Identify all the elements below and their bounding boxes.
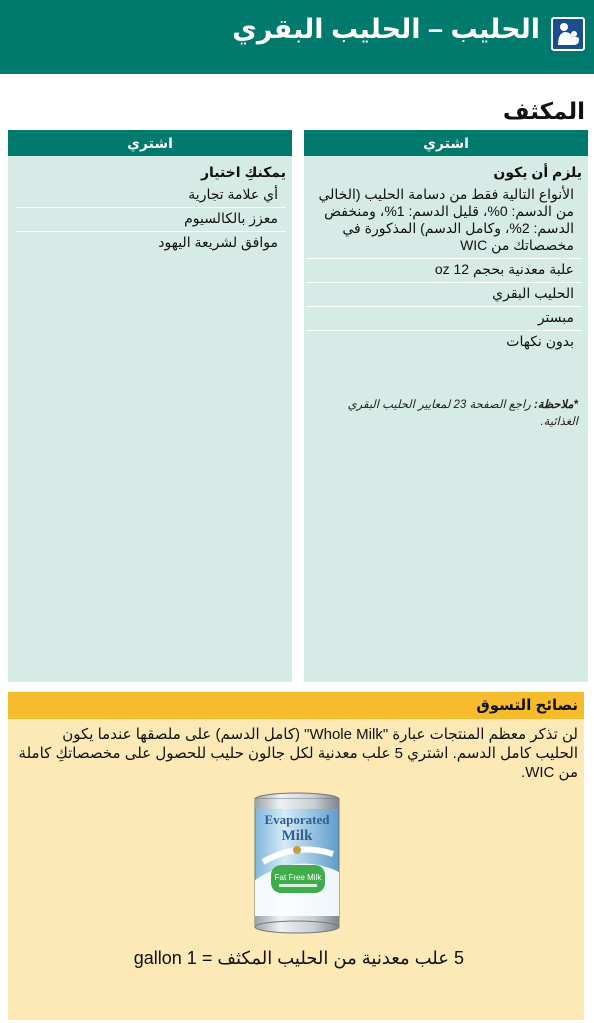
list-item: الحليب البقري	[306, 283, 582, 307]
list-item: علبة معدنية بحجم 12 oz	[306, 259, 582, 283]
column-heading: اشتري	[304, 130, 588, 156]
tips-heading: نصائح التسوق	[8, 692, 584, 719]
evaporated-milk-can	[253, 792, 341, 934]
mother-baby-icon	[551, 17, 585, 51]
can-label-line1: Evaporated	[264, 812, 330, 827]
page-header	[0, 0, 594, 74]
shopping-tips	[8, 692, 584, 1020]
list-item: مبستر	[306, 307, 582, 331]
section-title: المكثف	[502, 98, 585, 124]
note-text: راجع الصفحة 23 لمعايير الحليب البقري الغذائية.	[347, 399, 578, 428]
column-heading: اشتري	[8, 130, 292, 156]
must-be-column	[304, 130, 588, 682]
can-caption: 5 علب معدنية من الحليب المكثف = 1 gallon	[133, 948, 464, 968]
list-item: أي علامة تجارية	[16, 184, 286, 208]
can-label-line2: Milk	[281, 828, 313, 844]
note-label: *ملاحظة:	[533, 399, 578, 411]
list-item: معزز بالكالسيوم	[16, 208, 286, 232]
column-subheading: يلزم أن يكون	[493, 164, 582, 180]
requirements-list	[306, 184, 582, 354]
list-item: بدون نكهات	[506, 333, 574, 349]
can-choose-column	[8, 130, 292, 682]
options-list	[16, 184, 286, 255]
list-item: الأنواع التالية فقط من دسامة الحليب (الخالي من الدسم: 0%، قليل الدسم: 1%، ومنخفض الدسم: 2%، وكامل الدسم) المذكورة في مخصصاتك من WIC	[306, 184, 582, 259]
list-item: موافق لشريعة اليهود	[158, 234, 278, 250]
tips-text: لن تذكر معظم المنتجات عبارة "Whole Milk" (كامل الدسم) على ملصقها عندما يكون الحليب كامل الدسم. اشتري 5 علب معدنية لكل جالون حليب للحصول على مخصصاتكِ كاملة من WIC.	[18, 726, 578, 781]
note	[316, 397, 578, 431]
column-subheading: يمكنكِ اختيار	[200, 164, 286, 180]
can-badge: Fat Free Milk	[274, 873, 322, 882]
page-title: الحليب – الحليب البقري	[232, 14, 540, 44]
